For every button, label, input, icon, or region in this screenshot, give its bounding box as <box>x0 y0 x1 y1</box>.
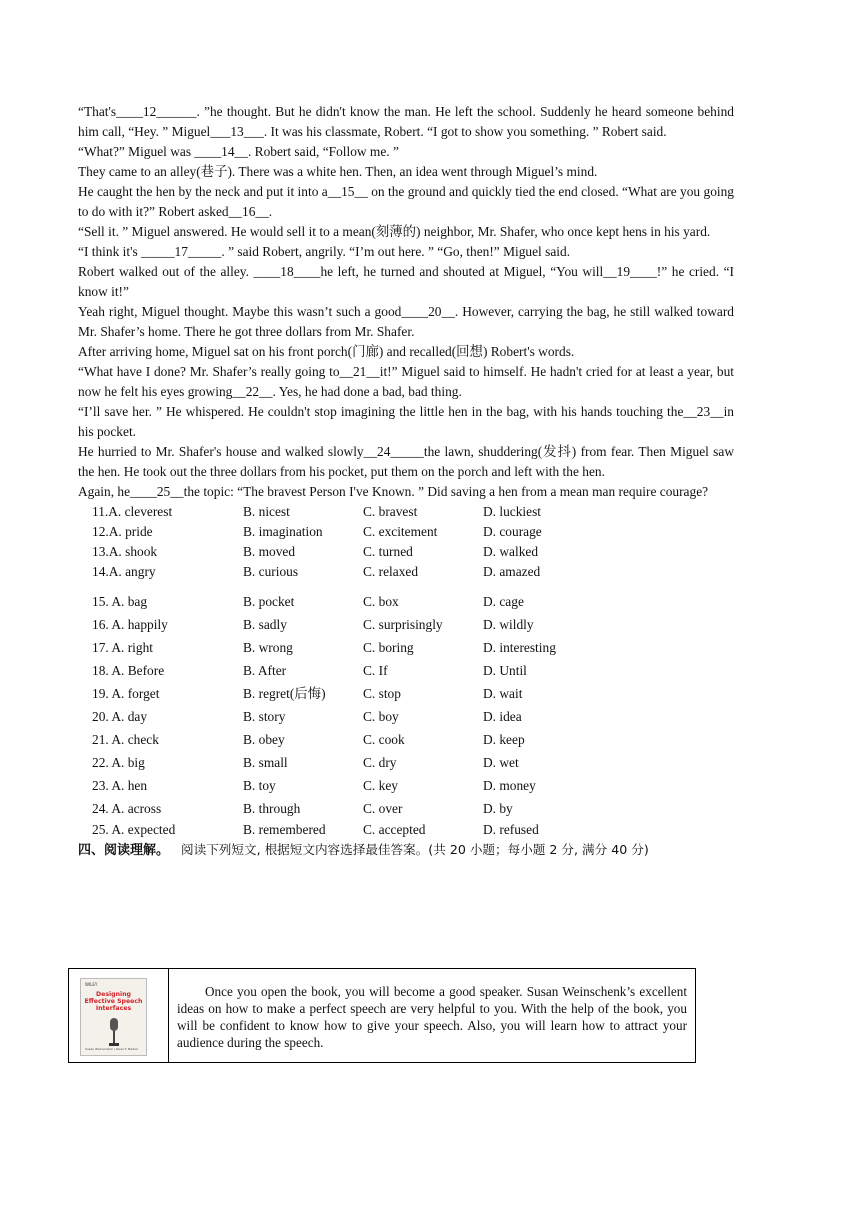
option-a: 11.A. cleverest <box>92 504 173 519</box>
option-row <box>92 705 734 728</box>
option-c: C. turned <box>363 544 413 559</box>
option-row <box>92 613 734 636</box>
option-row <box>92 522 734 542</box>
option-c: C. cook <box>363 732 405 747</box>
option-row <box>92 636 734 659</box>
passage-paragraph: They came to an alley(巷子). There was a white hen. Then, an idea went through Miguel’s mind. <box>78 164 598 179</box>
passage-text <box>169 969 695 1062</box>
option-a: 21. A. check <box>92 732 159 747</box>
cover-title: Designing Effective Speech Interfaces <box>84 991 143 1012</box>
option-c: C. surprisingly <box>363 617 443 632</box>
passage-paragraph: Again, he____25__the topic: “The bravest Person I've Known. ” Did saving a hen from a mean man require courage? <box>78 484 709 499</box>
option-a: 20. A. day <box>92 709 148 724</box>
option-row <box>92 562 734 582</box>
options-group-b <box>92 590 734 840</box>
option-c: C. dry <box>363 755 397 770</box>
option-b: B. nicest <box>243 504 290 519</box>
option-c: C. box <box>363 594 399 609</box>
option-d: D. Until <box>483 663 527 678</box>
option-d: D. keep <box>483 732 525 747</box>
option-b: B. sadly <box>243 617 287 632</box>
option-d: D. cage <box>483 594 524 609</box>
passage-paragraph: “What?” Miguel was ____14__. Robert said, “Follow me. ” <box>78 144 399 159</box>
options-group-a <box>92 502 734 582</box>
option-b: B. After <box>243 663 287 678</box>
book-cover-image <box>80 978 147 1056</box>
option-c: C. boy <box>363 709 399 724</box>
option-row <box>92 820 734 840</box>
option-b: B. pocket <box>243 594 295 609</box>
option-a: 18. A. Before <box>92 663 165 678</box>
option-b: B. story <box>243 709 286 724</box>
option-b: B. regret(后悔) <box>243 686 326 701</box>
passage-paragraph: Robert walked out of the alley. ____18____he left, he turned and shouted at Miguel, “You will__19____!” he cried. “I know it!” <box>78 264 734 299</box>
option-row <box>92 682 734 705</box>
option-b: B. remembered <box>243 822 326 837</box>
option-d: D. money <box>483 778 536 793</box>
option-a: 22. A. big <box>92 755 145 770</box>
option-b: B. moved <box>243 544 296 559</box>
option-d: D. wait <box>483 686 523 701</box>
option-c: C. stop <box>363 686 401 701</box>
option-b: B. small <box>243 755 288 770</box>
passage-paragraph: “I’ll save her. ” He whispered. He couldn't stop imagining the little hen in the bag, with his hands touching the__23__in his pocket. <box>78 404 734 439</box>
option-a: 12.A. pride <box>92 524 153 539</box>
passage-paragraph: Yeah right, Miguel thought. Maybe this wasn’t such a good____20__. However, carrying the bag, he still walked toward Mr. Shafer’s home. There he got three dollars from Mr. Shafer. <box>78 304 734 339</box>
option-row <box>92 797 734 820</box>
passage-paragraph: “I think it's _____17_____. ” said Robert, angrily. “I’m out here. ” “Go, then!” Miguel said. <box>78 244 571 259</box>
option-c: C. excitement <box>363 524 438 539</box>
section-title: 四、阅读理解。 <box>78 843 170 858</box>
option-a: 24. A. across <box>92 801 162 816</box>
option-a: 16. A. happily <box>92 617 168 632</box>
option-row <box>92 751 734 774</box>
passage-body: Once you open the book, you will become a good speaker. Susan Weinschenk’s excellent ideas on how to make a perfect speech are very helpful to you. With the help of the book, you will be confident to know how to give your speech. Also, you will learn how to attract your audience during the speech. <box>177 984 687 1050</box>
option-c: C. relaxed <box>363 564 419 579</box>
option-d: D. courage <box>483 524 542 539</box>
option-row <box>92 659 734 682</box>
option-a: 25. A. expected <box>92 822 176 837</box>
option-row <box>92 542 734 562</box>
option-d: D. luckiest <box>483 504 542 519</box>
passage-paragraph: “That's____12______. ”he thought. But he didn't know the man. He left the school. Suddenly he heard someone behind him call, “Hey. ” Miguel___13___. It was his classmate, Robert. “I got to show you something. ” Robert said. <box>78 104 734 139</box>
option-b: B. curious <box>243 564 299 579</box>
option-row <box>92 774 734 797</box>
passage-paragraph: “What have I done? Mr. Shafer’s really going to__21__it!” Miguel said to himself. He hadn't cried for at least a year, but now he felt his eyes growing__22__. Yes, he had done a bad, bad thing. <box>78 364 734 399</box>
passage-paragraph: He hurried to Mr. Shafer's house and walked slowly__24_____the lawn, shuddering(发抖) from fear. Then Miguel saw the hen. He took out the three dollars from his pocket, put them on the porch and left with the hen. <box>78 444 734 479</box>
cover-publisher: WILEY <box>85 982 98 987</box>
option-d: D. refused <box>483 822 539 837</box>
option-a: 13.A. shook <box>92 544 158 559</box>
passage-paragraph: “Sell it. ” Miguel answered. He would sell it to a mean(刻薄的) neighbor, Mr. Shafer, who once kept hens in his yard. <box>78 224 711 239</box>
option-d: D. interesting <box>483 640 556 655</box>
passage-paragraph: After arriving home, Miguel sat on his front porch(门廊) and recalled(回想) Robert's words. <box>78 344 575 359</box>
option-b: B. through <box>243 801 301 816</box>
option-c: C. boring <box>363 640 414 655</box>
option-d: D. walked <box>483 544 539 559</box>
option-a: 17. A. right <box>92 640 154 655</box>
cover-authors: Susan Weinschenk / Dean T. Barker <box>85 1047 139 1051</box>
option-c: C. accepted <box>363 822 426 837</box>
option-c: C. If <box>363 663 388 678</box>
option-b: B. wrong <box>243 640 293 655</box>
option-c: C. key <box>363 778 398 793</box>
option-b: B. imagination <box>243 524 323 539</box>
option-d: D. wet <box>483 755 519 770</box>
option-d: D. wildly <box>483 617 534 632</box>
option-a: 15. A. bag <box>92 594 148 609</box>
section-heading <box>78 840 734 861</box>
option-row <box>92 728 734 751</box>
option-d: D. idea <box>483 709 522 724</box>
section-instruction: 阅读下列短文, 根据短文内容选择最佳答案。(共 20 小题；每小题 2 分, 满分 40 分) <box>181 842 649 857</box>
option-c: C. over <box>363 801 403 816</box>
option-d: D. by <box>483 801 513 816</box>
option-row <box>92 502 734 522</box>
option-row <box>92 590 734 613</box>
cloze-passage <box>78 102 734 861</box>
option-a: 14.A. angry <box>92 564 156 579</box>
microphone-icon <box>107 1017 121 1047</box>
reading-passage-box <box>68 968 696 1063</box>
option-b: B. toy <box>243 778 276 793</box>
option-c: C. bravest <box>363 504 418 519</box>
book-cover-cell <box>69 969 169 1062</box>
option-a: 23. A. hen <box>92 778 148 793</box>
option-d: D. amazed <box>483 564 541 579</box>
option-b: B. obey <box>243 732 285 747</box>
passage-paragraph: He caught the hen by the neck and put it into a__15__ on the ground and quickly tied the end closed. “What are you going to do with it?” Robert asked__16__. <box>78 184 734 219</box>
option-a: 19. A. forget <box>92 686 160 701</box>
